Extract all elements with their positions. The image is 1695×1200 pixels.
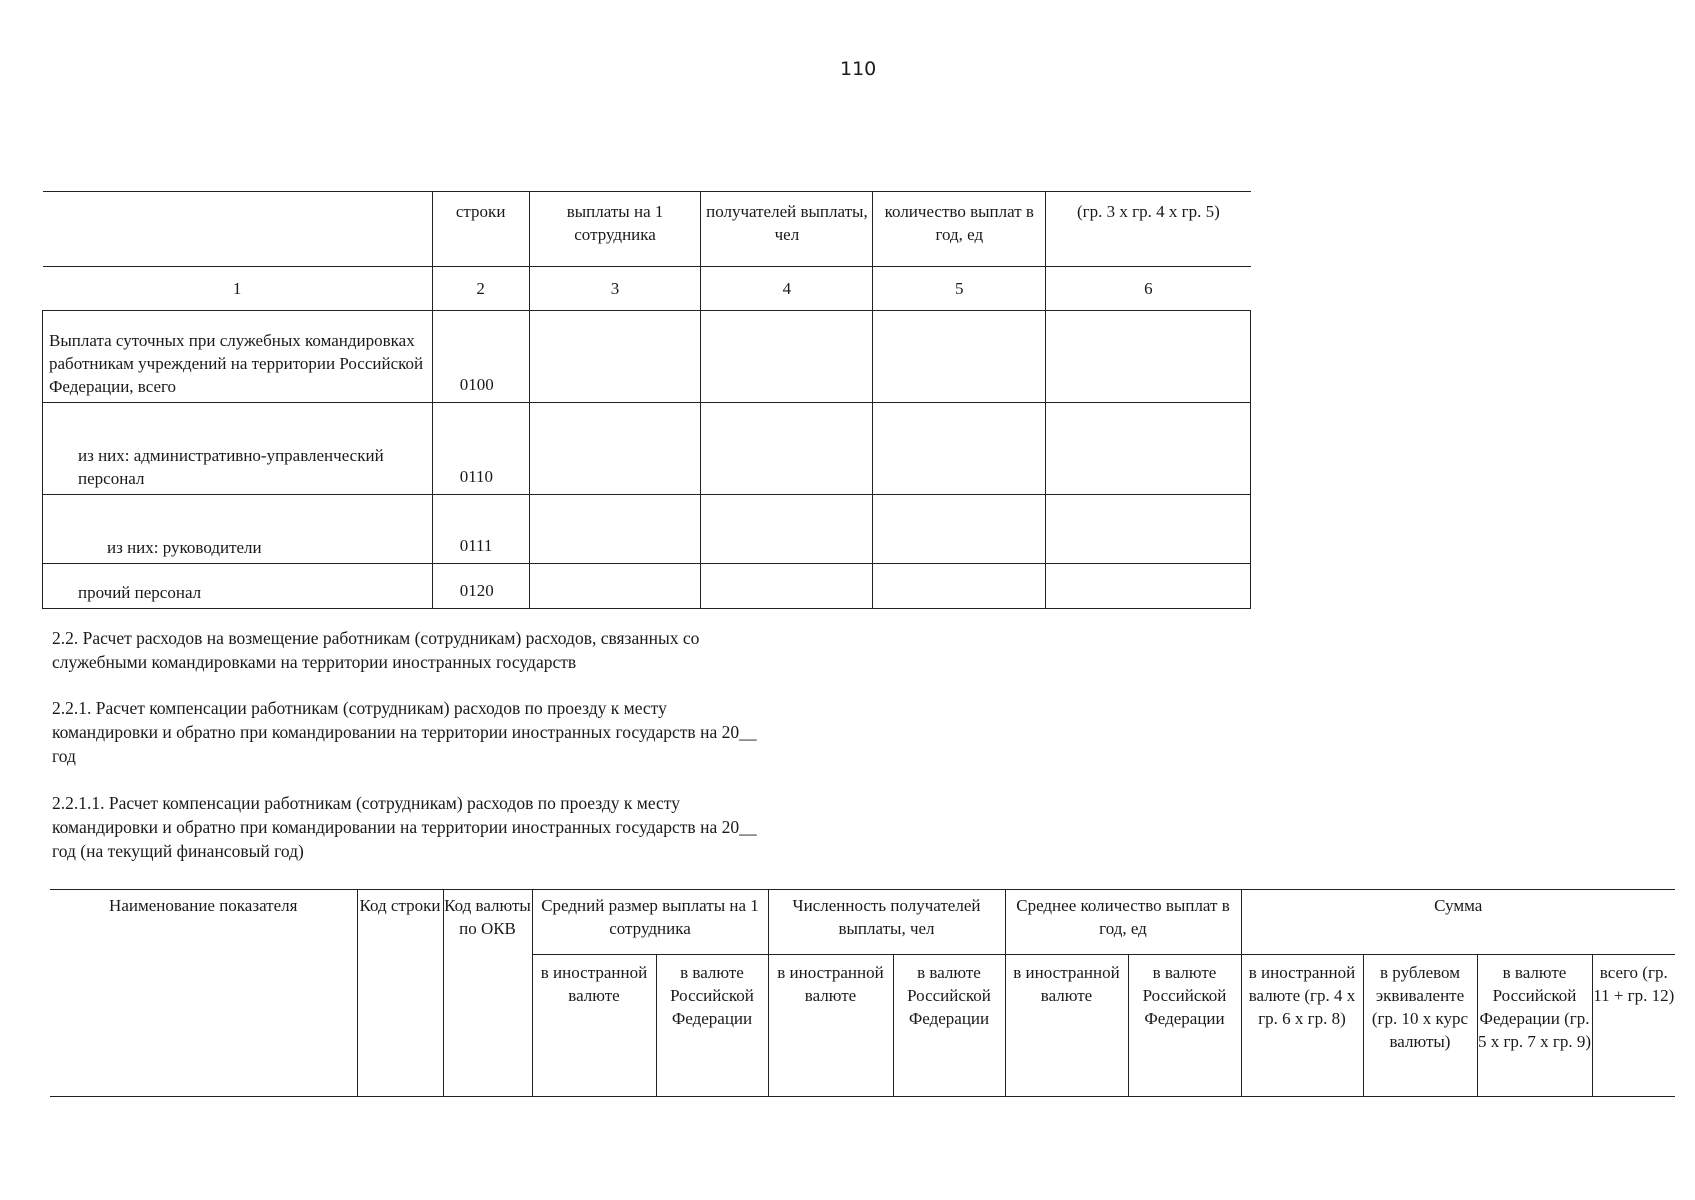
table-header-row: [43, 192, 1251, 267]
header-code: Код строки: [357, 890, 443, 1097]
column-number: 3: [529, 267, 701, 311]
data-cell[interactable]: [701, 311, 873, 403]
page-number: 110: [840, 58, 877, 80]
table-row: [43, 495, 1251, 564]
header-currency-code: Код валюты по ОКВ: [443, 890, 532, 1097]
row-code: 0100: [432, 311, 529, 403]
data-cell[interactable]: [529, 311, 701, 403]
daily-allowance-table: [42, 191, 1251, 609]
data-cell[interactable]: [701, 403, 873, 495]
subheader-rf: в валюте Российской Федерации: [893, 955, 1005, 1097]
header-cell: получателей выплаты, чел: [701, 192, 873, 267]
subheader-sum-total: всего (гр. 11 + гр. 12): [1592, 955, 1675, 1097]
travel-compensation-table: [50, 889, 1675, 1097]
header-recipient-count: Численность получателей выплаты, чел: [768, 890, 1005, 955]
data-cell[interactable]: [873, 403, 1046, 495]
subheader-sum-rf: в валюте Российской Федерации (гр. 5 x гр. 7 x гр. 9): [1477, 955, 1592, 1097]
data-cell[interactable]: [1046, 403, 1251, 495]
data-cell[interactable]: [529, 564, 701, 609]
header-cell: строки: [432, 192, 529, 267]
data-cell[interactable]: [529, 403, 701, 495]
header-cell: [43, 192, 433, 267]
column-number: 6: [1046, 267, 1251, 311]
column-number: 5: [873, 267, 1046, 311]
row-code: 0111: [432, 495, 529, 564]
section-2-2-1-heading: 2.2.1. Расчет компенсации работникам (сотрудникам) расходов по проезду к месту командировки и обратно при командировании на территории иностранных государств на 20__ год: [52, 698, 757, 766]
row-label: Выплата суточных при служебных командировках работникам учреждений на территории Российской Федерации, всего: [43, 311, 433, 403]
table-header-row: [50, 890, 1675, 955]
column-number: 2: [432, 267, 529, 311]
column-number: 1: [43, 267, 433, 311]
header-cell: выплаты на 1 сотрудника: [529, 192, 701, 267]
data-cell[interactable]: [1046, 564, 1251, 609]
header-cell: количество выплат в год, ед: [873, 192, 1046, 267]
header-cell: (гр. 3 x гр. 4 x гр. 5): [1046, 192, 1251, 267]
data-cell[interactable]: [701, 495, 873, 564]
data-cell[interactable]: [529, 495, 701, 564]
header-name: Наименование показателя: [50, 890, 357, 1097]
data-cell[interactable]: [1046, 311, 1251, 403]
data-cell[interactable]: [873, 564, 1046, 609]
subheader-foreign: в иностранной валюте: [1005, 955, 1128, 1097]
table-row: [43, 403, 1251, 495]
data-cell[interactable]: [701, 564, 873, 609]
header-average-payment: Средний размер выплаты на 1 сотрудника: [532, 890, 768, 955]
table-row: [43, 564, 1251, 609]
header-payment-frequency: Среднее количество выплат в год, ед: [1005, 890, 1241, 955]
subheader-sum-ruble: в рублевом эквиваленте (гр. 10 x курс валюты): [1363, 955, 1477, 1097]
column-number-row: [43, 267, 1251, 311]
header-sum: Сумма: [1241, 890, 1675, 955]
subheader-foreign: в иностранной валюте: [768, 955, 893, 1097]
column-number: 4: [701, 267, 873, 311]
row-label: прочий персонал: [43, 564, 433, 609]
subheader-sum-foreign: в иностранной валюте (гр. 4 x гр. 6 x гр. 8): [1241, 955, 1363, 1097]
section-2-2-heading: 2.2. Расчет расходов на возмещение работникам (сотрудникам) расходов, связанных со служебными командировками на территории иностранных государств: [52, 628, 700, 672]
data-cell[interactable]: [873, 495, 1046, 564]
row-label: из них: административно-управленческий персонал: [43, 403, 433, 495]
row-label: из них: руководители: [43, 495, 433, 564]
section-2-2-1-1-heading: 2.2.1.1. Расчет компенсации работникам (сотрудникам) расходов по проезду к месту командировки и обратно при командировании на территории иностранных государств на 20__ год (на текущий финансовый год): [52, 793, 757, 861]
data-cell[interactable]: [873, 311, 1046, 403]
row-code: 0120: [432, 564, 529, 609]
row-code: 0110: [432, 403, 529, 495]
subheader-foreign: в иностранной валюте: [532, 955, 656, 1097]
table-row: [43, 311, 1251, 403]
data-cell[interactable]: [1046, 495, 1251, 564]
subheader-rf: в валюте Российской Федерации: [656, 955, 768, 1097]
subheader-rf: в валюте Российской Федерации: [1128, 955, 1241, 1097]
